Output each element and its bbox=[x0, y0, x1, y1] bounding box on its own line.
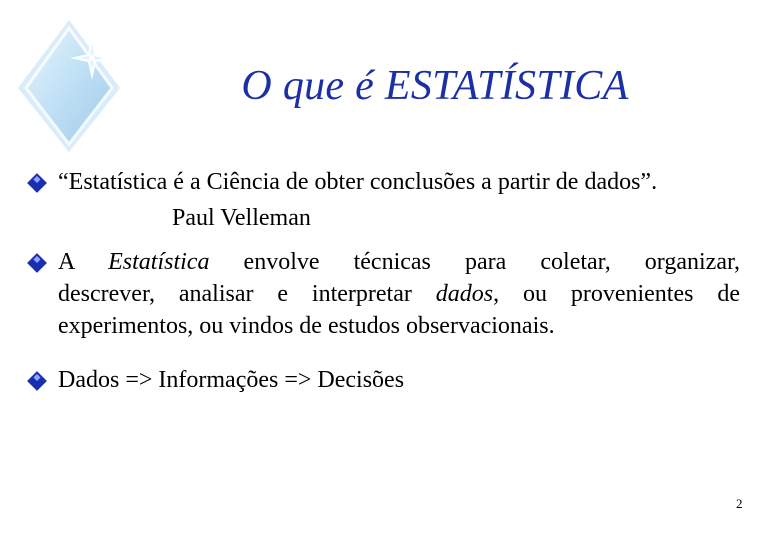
slide-title: O que é ESTATÍSTICA bbox=[241, 63, 629, 109]
quote-attribution: Paul Velleman bbox=[172, 205, 311, 231]
definition-paragraph bbox=[58, 246, 740, 342]
definition-line-2 bbox=[58, 278, 740, 310]
page-number: 2 bbox=[736, 496, 743, 511]
diamond-bullet-icon bbox=[27, 253, 47, 273]
definition-line-3: experimentos, ou vindos de estudos observacionais. bbox=[58, 313, 555, 339]
quote-text: “Estatística é a Ciência de obter conclusões a partir de dados”. bbox=[58, 169, 658, 195]
definition-line2-emphasis: dados bbox=[435, 281, 494, 307]
definition-line-1 bbox=[58, 246, 740, 278]
diamond-bullet-icon bbox=[27, 371, 47, 391]
definition-prefix: A bbox=[58, 249, 75, 275]
data-flow-text: Dados => Informações => Decisões bbox=[58, 367, 405, 393]
definition-line2-before: descrever, analisar e interpretar bbox=[58, 281, 412, 307]
definition-line2-after: , ou provenientes de bbox=[493, 281, 741, 307]
definition-line1-rest: envolve técnicas para coletar, organizar, bbox=[243, 249, 741, 275]
definition-emphasis: Estatística bbox=[108, 249, 210, 275]
diamond-bullet-icon bbox=[27, 173, 47, 193]
